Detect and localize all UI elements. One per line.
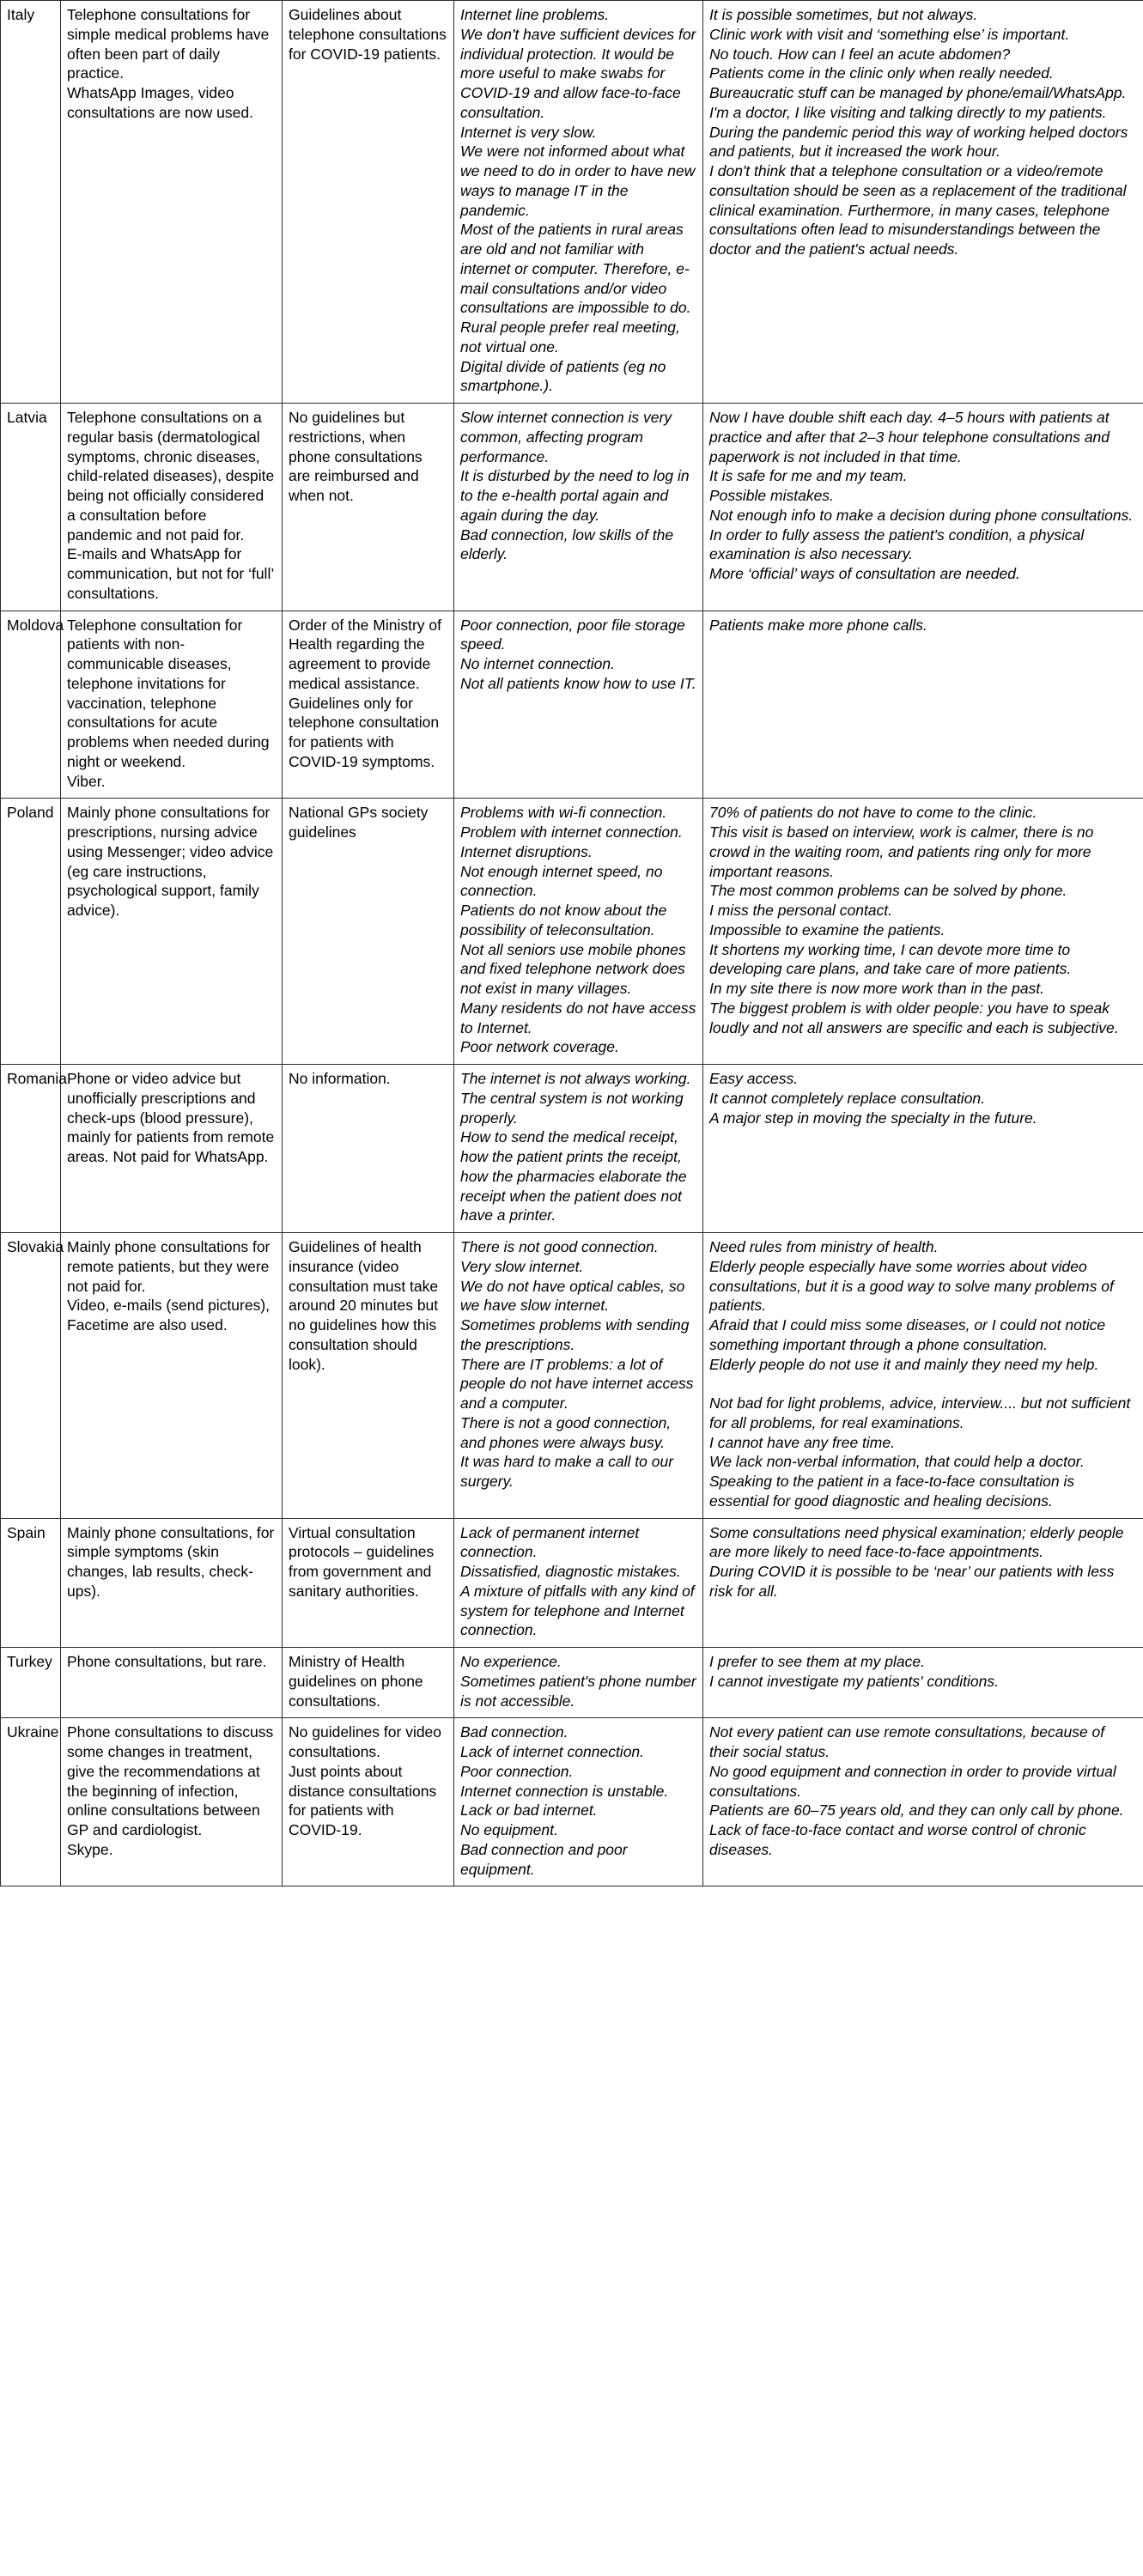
blank-line — [709, 1374, 1137, 1394]
cell-line: We don't have sufficient devices for individual protection. It would be more useful to make swabs for COVID-19 and allow face-to-face consultation. — [460, 25, 701, 121]
cell-line: Patients come in the clinic only when really needed. Bureaucratic stuff can be managed by phone/email/WhatsApp. — [709, 64, 1127, 101]
cell-line: Guidelines about telephone consultations for COVID-19 patients. — [289, 6, 451, 63]
cell-line: Not all seniors use mobile phones and fixed telephone network does not exist in many villages. — [460, 940, 690, 997]
cell-line: Now I have double shift each day. 4–5 hours with patients at practice and after that 2–3 hour telephone consultations and paperwork is not included in that time. — [709, 409, 1114, 465]
cell-line: No information. — [289, 1070, 391, 1087]
table-row — [1, 1518, 1143, 1648]
cell-line: I cannot have any free time. — [709, 1433, 895, 1451]
cell-line: Telephone consultations for simple medical problems have often been part of daily practice. — [67, 6, 274, 82]
cell-usage — [61, 1718, 283, 1886]
cell-line: Moldova — [7, 616, 64, 634]
cell-guidelines — [283, 404, 454, 611]
cell-line: Dissatisfied, diagnostic mistakes. — [460, 1563, 681, 1580]
cell-line: There are IT problems: a lot of people do not have internet access and a computer. — [460, 1355, 698, 1412]
cell-line: Internet disruptions. — [460, 842, 593, 860]
cell-line: Phone consultations, but rare. — [67, 1653, 267, 1670]
cell-line: The internet is not always working. — [460, 1070, 691, 1087]
cell-line: Slovakia — [7, 1238, 64, 1255]
cell-line: It is disturbed by the need to log in to the e-health portal again and again during the day. — [460, 467, 694, 524]
cell-usage — [61, 404, 283, 611]
cell-barriers — [454, 1518, 703, 1648]
cell-line: It was hard to make a call to our surgery. — [460, 1453, 678, 1490]
cell-line: Patients are 60–75 years old, and they can only call by phone. — [709, 1801, 1124, 1820]
cell-country — [1, 1233, 64, 1519]
cell-line: Phone consultations to discuss some changes in treatment, give the recommendations at the beginning of infection, online consultations between GP and cardiologist. — [67, 1723, 278, 1838]
cell-line: Sometimes problems with sending the prescriptions. — [460, 1316, 694, 1353]
cell-country — [1, 1648, 61, 1718]
cell-barriers — [454, 1065, 703, 1233]
cell-line: National GPs society guidelines — [289, 804, 433, 841]
cell-views — [703, 1233, 1143, 1519]
cell-line: More ‘official’ ways of consultation are needed. — [709, 565, 1020, 582]
cell-line: In order to fully assess the patient's condition, a physical examination is also necessary. — [709, 526, 1089, 563]
cell-line: Problem with internet connection. — [460, 823, 683, 841]
cell-views — [703, 611, 1143, 799]
cell-line: Bad connection and poor equipment. — [460, 1840, 632, 1878]
cell-country — [1, 799, 61, 1065]
cell-guidelines — [283, 1, 454, 404]
cell-line: I prefer to see them at my place. — [709, 1653, 925, 1670]
table-body — [1, 1, 1143, 1886]
cell-country — [1, 1518, 61, 1648]
cell-barriers — [454, 1233, 703, 1519]
cell-line: Rural people prefer real meeting, not virtual one. — [460, 319, 684, 355]
cell-line: It shortens my working time, I can devote more time to developing care plans, and take care of more patients. — [709, 940, 1075, 978]
cell-barriers — [454, 1648, 703, 1718]
cell-line: No good equipment and connection in order to provide virtual consultations. — [709, 1762, 1121, 1800]
cell-views — [703, 1718, 1143, 1886]
cell-line: I cannot investigate my patients' conditions. — [709, 1672, 1000, 1690]
cell-country — [1, 611, 64, 799]
cell-usage — [61, 1518, 283, 1648]
cell-line: Mainly phone consultations for remote patients, but they were not paid for. — [67, 1238, 275, 1295]
cell-usage — [61, 1, 283, 404]
cell-line: Order of the Ministry of Health regarding the agreement to provide medical assistance. Guidelines only for telephone consultation for patients with COVID-19 symptoms. — [289, 616, 446, 770]
cell-line: Just points about distance consultations for patients with COVID-19. — [289, 1762, 441, 1838]
cell-barriers — [454, 1718, 703, 1886]
cell-guidelines — [283, 1065, 454, 1233]
cell-usage — [61, 1648, 283, 1718]
cell-usage — [61, 1065, 283, 1233]
cell-line: During COVID it is possible to be ‘near’ our patients with less risk for all. — [709, 1563, 1119, 1600]
cell-line: No experience. — [460, 1653, 562, 1670]
cell-line: Clinic work with visit and ‘something else’ is important. — [709, 25, 1070, 43]
cell-barriers — [454, 799, 703, 1065]
cell-line: Need rules from ministry of health. — [709, 1238, 939, 1255]
cell-line: Poor connection, poor file storage speed. — [460, 616, 690, 653]
cell-line: In my site there is now more work than in the past. — [709, 980, 1045, 997]
table-row — [1, 1, 1143, 404]
cell-barriers — [454, 1, 703, 404]
cell-line: E-mails and WhatsApp for communication, but not for ‘full’ consultations. — [67, 545, 278, 602]
cell-guidelines — [283, 799, 454, 1065]
cell-line: Not enough internet speed, no connection. — [460, 862, 667, 900]
cell-line: Telephone consultations on a regular basis (dermatological symptoms, chronic diseases, child-related diseases), despite being not officially considered a consultation before pandemic and not paid for. — [67, 409, 279, 544]
cell-line: Internet line problems. — [460, 6, 610, 23]
cell-line: Virtual consultation protocols – guidelines from government and sanitary authorities. — [289, 1523, 439, 1600]
cell-line: No touch. How can I feel an acute abdomen? — [709, 45, 1011, 63]
cell-country — [1, 404, 61, 611]
cell-line: It cannot completely replace consultation. — [709, 1089, 986, 1107]
cell-line: It is possible sometimes, but not always. — [709, 6, 978, 23]
cell-line: Lack of internet connection. — [460, 1743, 645, 1760]
cell-line: Latvia — [7, 409, 47, 426]
cell-line: Poor network coverage. — [460, 1038, 619, 1056]
cell-line: Elderly people do not use it and mainly they need my help. — [709, 1355, 1099, 1373]
cell-line: Spain — [7, 1523, 46, 1541]
cell-line: Bad connection, low skills of the elderly. — [460, 526, 678, 563]
table-row — [1, 404, 1143, 611]
cell-line: Lack of face-to-face contact and worse control of chronic diseases. — [709, 1821, 1091, 1858]
cell-line: The biggest problem is with older people: you have to speak loudly and not all answers are specific and each is subjective. — [709, 999, 1119, 1036]
cell-country — [1, 1718, 61, 1886]
cell-line: Possible mistakes. — [709, 487, 834, 504]
cell-line: Guidelines of health insurance (video consultation must take around 20 minutes but no guidelines how this consultation should look). — [289, 1238, 443, 1373]
cell-line: Poland — [7, 804, 54, 822]
cell-guidelines — [283, 1518, 454, 1648]
cell-usage — [61, 611, 283, 799]
cell-line: There is not a good connection, and phones were always busy. — [460, 1413, 676, 1451]
cell-guidelines — [283, 1233, 454, 1519]
cell-line: Sometimes patient's phone number is not accessible. — [460, 1672, 701, 1710]
cell-line: Very slow internet. — [460, 1257, 584, 1275]
cell-line: Some consultations need physical examination; elderly people are more likely to need face-to-face appointments. — [709, 1523, 1128, 1561]
cell-line: Not enough info to make a decision during phone consultations. — [709, 506, 1134, 524]
cell-line: Digital divide of patients (eg no smartphone.). — [460, 357, 671, 395]
cell-line: The most common problems can be solved by phone. — [709, 882, 1067, 900]
cell-line: Ukraine — [7, 1723, 59, 1741]
cell-line: Lack or bad internet. — [460, 1801, 598, 1820]
cell-line: A major step in moving the specialty in the future. — [709, 1109, 1037, 1127]
cell-line: I miss the personal contact. — [709, 902, 893, 919]
cell-guidelines — [283, 611, 454, 799]
cell-line: Problems with wi-fi connection. — [460, 804, 667, 822]
cell-line: Video, e-mails (send pictures), Facetime are also used. — [67, 1297, 274, 1334]
cell-line: Mainly phone consultations, for simple symptoms (skin changes, lab results, check-ups). — [67, 1523, 279, 1600]
cell-usage — [61, 799, 283, 1065]
cell-line: Ministry of Health guidelines on phone consultations. — [289, 1653, 428, 1710]
cell-guidelines — [283, 1648, 454, 1718]
cell-line: I don't think that a telephone consultation or a video/remote consultation should be seen as a replacement of the traditional clinical examination. Furthermore, in many cases, telephone consultations often lead to misunderstandings between the doctor and the patient's actual needs. — [709, 162, 1131, 258]
cell-line: During the pandemic period this way of working helped doctors and patients, but it increased the work hour. — [709, 123, 1133, 161]
cell-barriers — [454, 404, 703, 611]
cell-line: Romania — [7, 1070, 68, 1087]
cell-views — [703, 799, 1143, 1065]
cell-line: Many residents do not have access to Internet. — [460, 999, 701, 1036]
table-row — [1, 1233, 1143, 1519]
table-row — [1, 799, 1143, 1065]
cell-views — [703, 1, 1143, 404]
cell-country — [1, 1, 61, 404]
cell-line: Skype. — [67, 1840, 113, 1858]
cell-line: Lack of permanent internet connection. — [460, 1523, 644, 1561]
cell-line: Not all patients know how to use IT. — [460, 674, 696, 692]
cell-line: I'm a doctor, I like visiting and talking directly to my patients. — [709, 103, 1107, 121]
table-row — [1, 611, 1143, 799]
cell-line: Easy access. — [709, 1070, 799, 1087]
cell-line: No equipment. — [460, 1821, 558, 1838]
cell-line: Mainly phone consultations for prescriptions, nursing advice using Messenger; video advice (eg care instructions, psychological support, family advice). — [67, 804, 278, 919]
cell-line: We do not have optical cables, so we have slow internet. — [460, 1277, 690, 1315]
cell-line: Most of the patients in rural areas are old and not familiar with internet or computer. Therefore, e-mail consultations and/or video consultations are impossible to do. — [460, 221, 691, 317]
cell-line: Impossible to examine the patients. — [709, 920, 945, 939]
cell-line: Slow internet connection is very common, affecting program performance. — [460, 409, 676, 465]
cell-line: The central system is not working properly. — [460, 1089, 688, 1127]
cell-line: Not every patient can use remote consultations, because of their social status. — [709, 1723, 1110, 1760]
cell-line: Viber. — [67, 772, 106, 790]
cell-line: Phone or video advice but unofficially prescriptions and check-ups (blood pressure), mainly for patients from remote areas. Not paid for WhatsApp. — [67, 1070, 279, 1165]
cell-line: Afraid that I could miss some diseases, or I could not notice something important through a phone consultation. — [709, 1316, 1110, 1353]
cell-line: There is not good connection. — [460, 1238, 659, 1255]
cell-line: We were not informed about what we need to do in order to have new ways to manage IT in the pandemic. — [460, 143, 700, 219]
cell-line: No internet connection. — [460, 655, 615, 672]
cell-line: This visit is based on interview, work is calmer, there is no crowd in the waiting room, and patients ring only for more important reasons. — [709, 823, 1098, 880]
cell-line: Internet is very slow. — [460, 123, 597, 141]
cell-line: No guidelines for video consultations. — [289, 1723, 446, 1760]
cell-guidelines — [283, 1718, 454, 1886]
table-row — [1, 1648, 1143, 1718]
cell-line: Turkey — [7, 1653, 52, 1670]
cell-line: Poor connection. — [460, 1762, 574, 1780]
cell-line: Telephone consultation for patients with non-communicable diseases, telephone invitations for vaccination, telephone consultations for acute problems when needed during night or weekend. — [67, 616, 274, 770]
cell-country — [1, 1065, 68, 1233]
cell-line: Patients make more phone calls. — [709, 616, 927, 634]
cell-line: Internet connection is unstable. — [460, 1782, 669, 1800]
cell-line: 70% of patients do not have to come to the clinic. — [709, 804, 1037, 822]
cell-line: Patients do not know about the possibility of teleconsultation. — [460, 902, 672, 939]
cell-views — [703, 1065, 1143, 1233]
cell-line: No guidelines but restrictions, when phone consultations are reimbursed and when not. — [289, 409, 427, 504]
cell-barriers — [454, 611, 703, 799]
cell-views — [703, 1648, 1143, 1718]
cell-usage — [61, 1233, 283, 1519]
cell-line: Not bad for light problems, advice, interview.... but not sufficient for all problems, for real examinations. — [709, 1394, 1135, 1431]
cell-line: WhatsApp Images, video consultations are now used. — [67, 84, 253, 121]
cell-line: Elderly people especially have some worries about video consultations, but it is a good way to solve many problems of patients. — [709, 1257, 1118, 1315]
cell-line: It is safe for me and my team. — [709, 467, 908, 485]
table-row — [1, 1065, 1143, 1233]
table-row — [1, 1718, 1143, 1886]
cell-views — [703, 1518, 1143, 1648]
cell-line: Bad connection. — [460, 1723, 568, 1741]
cell-line: Italy — [7, 6, 35, 23]
cell-line: We lack non-verbal information, that could help a doctor. Speaking to the patient in a face-to-face consultation is essential for good diagnostic and healing decisions. — [709, 1453, 1089, 1510]
cell-line: A mixture of pitfalls with any kind of system for telephone and Internet connection. — [460, 1582, 699, 1639]
cell-views — [703, 404, 1143, 611]
cell-line: How to send the medical receipt, how the patient prints the receipt, how the pharmacies elaborate the receipt when the patient does not have a printer. — [460, 1128, 691, 1224]
